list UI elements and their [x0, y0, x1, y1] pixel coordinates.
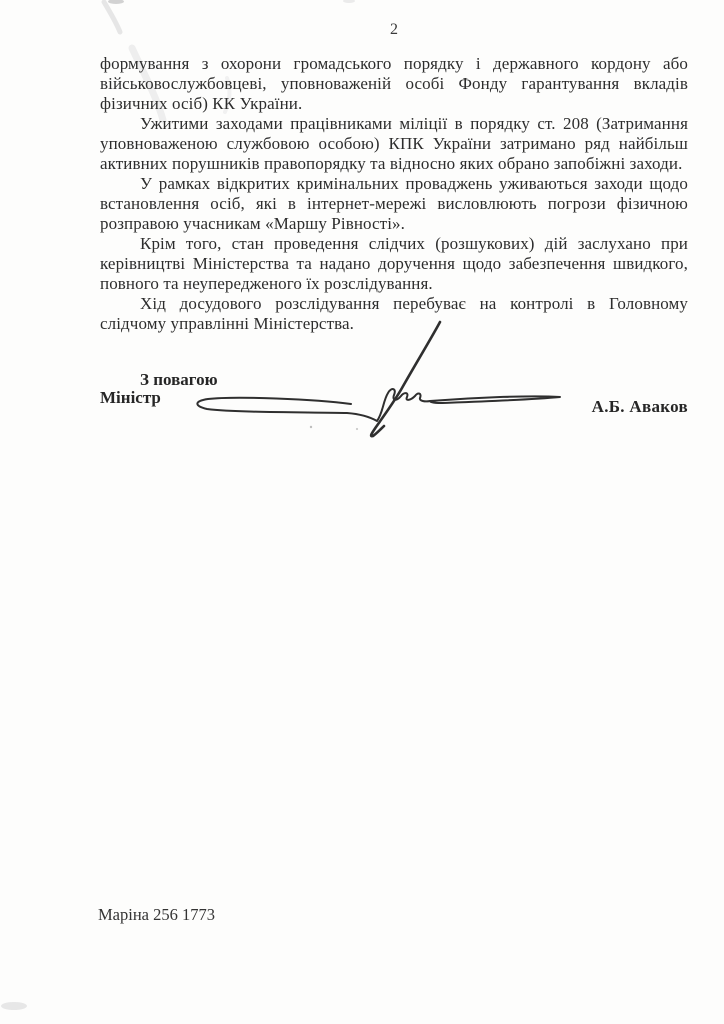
body-line: повного та неупередженого їх розслідування. — [100, 274, 433, 293]
body-line: військовослужбовцеві, уповноваженій особі Фонду гарантування вкладів — [100, 74, 688, 93]
body-line: активних порушників правопорядку та відносно яких обрано запобіжні заходи. — [100, 154, 683, 173]
body-line: Хід досудового розслідування перебуває на контролі в Головному — [140, 294, 688, 313]
signer-title: Міністр — [100, 388, 161, 407]
closing-salutation: З повагою — [140, 370, 218, 389]
page-number: 2 — [390, 21, 398, 38]
body-line: розправою учасникам «Маршу Рівності». — [100, 214, 405, 233]
scan-smudge — [1, 1002, 27, 1010]
body-line: Крім того, стан проведення слідчих (розшукових) дій заслухано при — [140, 234, 688, 253]
scan-smudge — [108, 0, 124, 4]
body-line: уповноваженою службовою особою) КПК України затримано ряд найбільш — [100, 134, 688, 153]
body-line: встановлення осіб, які в інтернет-мережі висловлюють погрози фізичною — [100, 194, 688, 213]
letter-body — [100, 54, 688, 334]
minister-signature — [185, 315, 575, 445]
scan-smudge — [343, 0, 355, 3]
signature-stroke — [371, 322, 440, 436]
executor-note: Маріна 256 1773 — [98, 905, 215, 924]
body-line: слідчому управлінні Міністерства. — [100, 314, 355, 333]
body-line: Ужитими заходами працівниками міліції в порядку ст. 208 (Затримання — [140, 114, 688, 133]
body-line: керівництві Міністерства та надано доручення щодо забезпечення швидкого, — [100, 254, 688, 273]
signer-name: А.Б. Аваков — [591, 397, 688, 416]
body-line: У рамках відкритих кримінальних проваджень уживаються заходи щодо — [140, 174, 688, 193]
body-line: фізичних осіб) КК України. — [100, 94, 303, 113]
body-line: формування з охорони громадського порядку і державного кордону або — [100, 54, 688, 73]
